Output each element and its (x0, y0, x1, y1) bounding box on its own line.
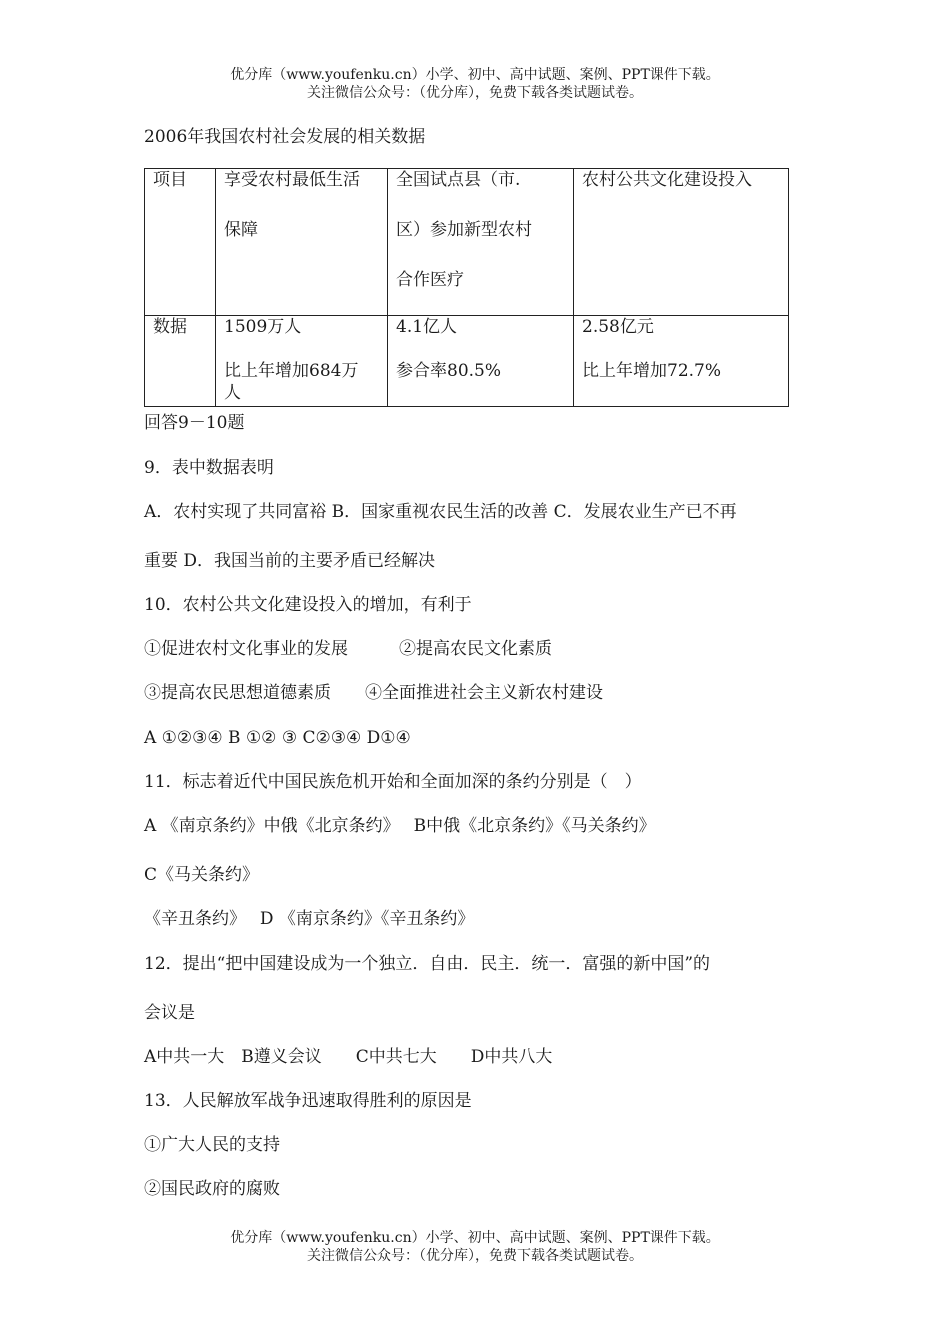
question-11-options-cd: 《辛丑条约》 D 《南京条约》《辛丑条约》 (144, 909, 475, 929)
question-9: 9．表中数据表明 (144, 458, 274, 478)
header-line-1: 优分库（www.youfenku.cn）小学、初中、高中试题、案例、PPT课件下载。 (230, 67, 720, 83)
cell-min-living-data: 1509万人 比上年增加684万 人 (216, 316, 388, 407)
question-11-options-ab: A 《南京条约》中俄《北京条约》 B中俄《北京条约》《马关条约》 (144, 816, 656, 836)
table-data-row (145, 316, 789, 407)
cell-coop-medical-data: 4.1亿人 参合率80.5% (388, 316, 574, 407)
question-12-options: A中共一大 B遵义会议 C中共七大 D中共八大 (144, 1047, 553, 1067)
cell-culture-investment-header: 农村公共文化建设投入 (574, 169, 789, 316)
cell-item-label: 项目 (145, 169, 216, 316)
question-12-line-2: 会议是 (144, 1003, 195, 1023)
question-10-statements-1: ①促进农村文化事业的发展 ②提高农民文化素质 (144, 639, 552, 659)
footer-line-2: 关注微信公众号：（优分库），免费下载各类试题试卷。 (307, 1248, 643, 1264)
question-10-options: A ①②③④ B ①② ③ C②③④ D①④ (144, 728, 411, 748)
question-13-statement-2: ②国民政府的腐败 (144, 1179, 280, 1199)
table-header-row (145, 169, 789, 316)
data-table (144, 168, 789, 407)
question-10-statements-2: ③提高农民思想道德素质 ④全面推进社会主义新农村建设 (144, 683, 603, 703)
question-9-options-line-2: 重要 D．我国当前的主要矛盾已经解决 (144, 551, 436, 571)
footer-line-1: 优分库（www.youfenku.cn）小学、初中、高中试题、案例、PPT课件下载。 (230, 1230, 720, 1246)
question-9-options-line-1: A．农村实现了共同富裕 B．国家重视农民生活的改善 C．发展农业生产已不再 (144, 502, 737, 522)
question-11: 11．标志着近代中国民族危机开始和全面加深的条约分别是（ ） (144, 772, 642, 792)
answer-note: 回答9－10题 (144, 413, 245, 433)
cell-coop-medical-header: 全国试点县（市. 区）参加新型农村 合作医疗 (388, 169, 574, 316)
question-13: 13．人民解放军战争迅速取得胜利的原因是 (144, 1091, 472, 1111)
table-title: 2006年我国农村社会发展的相关数据 (144, 127, 426, 147)
cell-min-living-header: 享受农村最低生活 保障 (216, 169, 388, 316)
question-13-statement-1: ①广大人民的支持 (144, 1135, 280, 1155)
question-11-option-c: C《马关条约》 (144, 865, 260, 885)
question-10: 10．农村公共文化建设投入的增加，有利于 (144, 595, 472, 615)
header-line-2: 关注微信公众号：（优分库），免费下载各类试题试卷。 (307, 85, 643, 101)
cell-data-label: 数据 (145, 316, 216, 407)
cell-culture-investment-data: 2.58亿元 比上年增加72.7% (574, 316, 789, 407)
question-12-line-1: 12．提出“把中国建设成为一个独立．自由．民主．统一．富强的新中国”的 (144, 954, 711, 974)
